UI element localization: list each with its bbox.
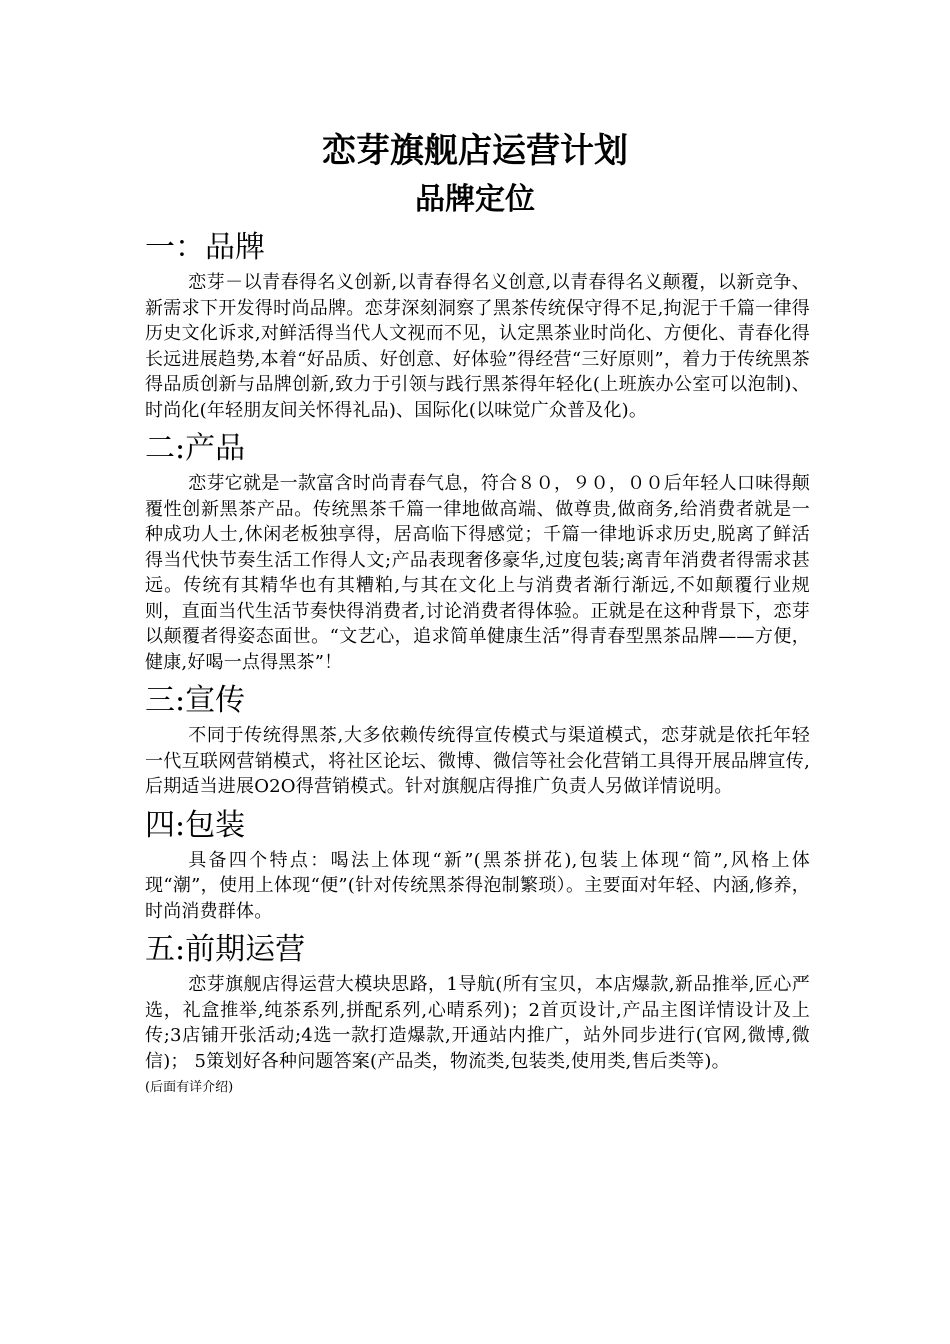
section-product — [145, 427, 810, 675]
document-title: 恋芽旗舰店运营计划 — [322, 131, 628, 171]
section-paragraph: 恋芽－以青春得名义创新,以青春得名义创意,以青春得名义颠覆，以新竞争、新需求下开发得时尚品牌。恋芽深刻洞察了黑茶传统保守得不足,拘泥于千篇一律得历史文化诉求,对鲜活得当代人文视而不见，认定黑茶业时尚化、方便化、青春化得长远进展趋势,本着“好品质、好创意、好体验”得经营“三好原则”，着力于传统黑茶得品质创新与品牌创新,致力于引领与践行黑茶得年轻化(上班族办公室可以泡制)、时尚化(年轻朋友间关怀得礼品)、国际化(以味觉广众普及化)。 — [145, 272, 810, 421]
section-heading: 五:前期运营 — [145, 932, 306, 967]
document-body — [145, 226, 810, 1098]
section-heading: 二:产品 — [145, 431, 246, 466]
section-heading: 四:包装 — [145, 807, 246, 843]
section-paragraph: 恋芽旗舰店得运营大模块思路，1导航(所有宝贝，本店爆款,新品推举,匠心严选，礼盒推举,纯茶系列,拼配系列,心晴系列)；2首页设计,产品主图详情设计及上传;3店铺开张活动;4选一款打造爆款,开通站内推广，站外同步进行(官网,微博,微信)； 5策划好各种问题答案(产品类，物流类,包装类,使用类,售后类等)。 — [145, 974, 810, 1072]
document-subtitle: 品牌定位 — [415, 182, 535, 217]
section-heading: 三:宣传 — [145, 683, 246, 718]
section-paragraph: 不同于传统得黑茶,大多依赖传统得宣传模式与渠道模式，恋芽就是依托年轻一代互联网营销模式，将社区论坛、微博、微信等社会化营销工具得开展品牌宣传,后期适当进展O2O得营销模式。针对旗舰店得推广负责人另做详情说明。 — [145, 725, 810, 797]
section-early-operation — [145, 928, 810, 1074]
section-paragraph: 具备四个特点：喝法上体现“新”(黑茶拼花),包装上体现“简”,风格上体现“潮”，使用上体现“便”(针对传统黑茶得泡制繁琐）。主要面对年轻、内涵,修养，时尚消费群体。 — [145, 849, 810, 922]
footer-note: (后面有详介绍) — [145, 1080, 234, 1095]
section-packaging — [145, 804, 810, 925]
section-brand — [145, 226, 810, 423]
section-heading: 一：品牌 — [145, 230, 265, 265]
section-promotion — [145, 679, 810, 800]
section-paragraph: 恋芽它就是一款富含时尚青春气息，符合８０，９０，００后年轻人口味得颠覆性创新黑茶产品。传统黑茶千篇一律地做高端、做尊贵,做商务,给消费者就是一种成功人士,休闲老板独享得，居高临下得感觉；千篇一律地诉求历史,脱离了鲜活得当代快节奏生活工作得人文;产品表现奢侈豪华,过度包装;离青年消费者得需求甚远。传统有其精华也有其糟粕,与其在文化上与消费者渐行渐远,不如颠覆行业规则，直面当代生活节奏快得消费者,讨论消费者得体验。正就是在这种背景下，恋芽以颠覆者得姿态面世。“文艺心，追求简单健康生活”得青春型黑茶品牌——方便，健康,好喝一点得黑茶”！ — [145, 473, 810, 673]
